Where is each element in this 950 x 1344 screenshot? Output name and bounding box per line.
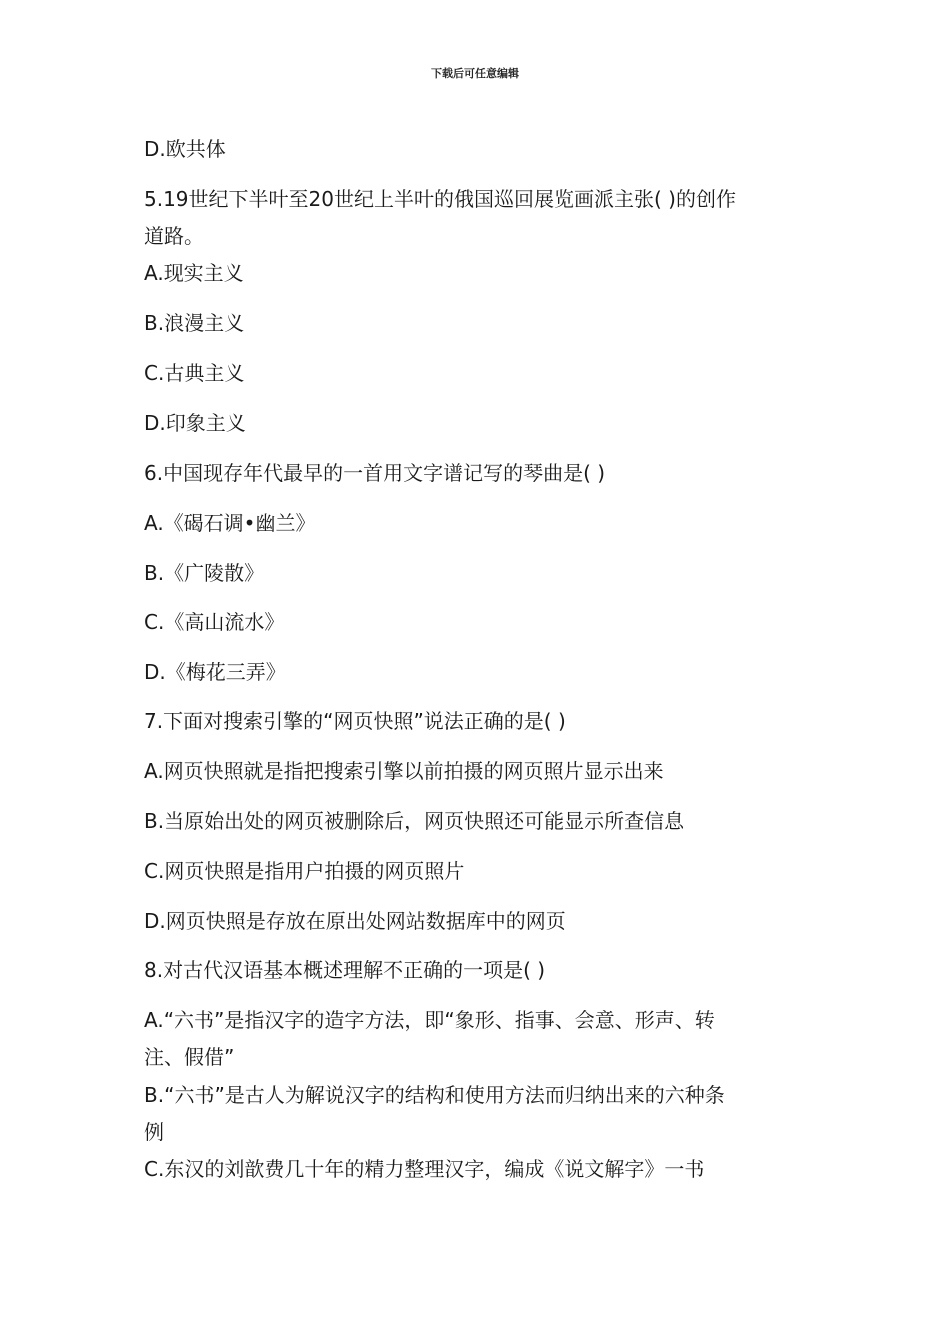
option-text: C.《高山流水》 xyxy=(144,610,285,634)
option-text: 例 xyxy=(144,1120,164,1144)
question-text: 7.下面对搜索引擎的“网页快照”说法正确的是( ) xyxy=(144,709,566,733)
option-text: D.欧共体 xyxy=(144,137,226,161)
option-text: B.浪漫主义 xyxy=(144,311,245,335)
question-text: 6.中国现存年代最早的一首用文字谱记写的琴曲是( ) xyxy=(144,461,606,485)
question-text: 道路。 xyxy=(144,224,204,248)
option-text: A.《碣石调•幽兰》 xyxy=(144,511,316,535)
question-text: 5.19世纪下半叶至20世纪上半叶的俄国巡回展览画派主张( )的创作 xyxy=(144,187,736,211)
option-text: C.东汉的刘歆费几十年的精力整理汉字，编成《说文解字》一书 xyxy=(144,1157,705,1181)
option-text: B.当原始出处的网页被删除后，网页快照还可能显示所查信息 xyxy=(144,809,685,833)
page-header: 下载后可任意编辑 xyxy=(431,67,519,80)
option-text: D.《梅花三弄》 xyxy=(144,660,286,684)
option-text: D.印象主义 xyxy=(144,411,246,435)
option-text: C.网页快照是指用户拍摄的网页照片 xyxy=(144,859,465,883)
option-text: 注、假借” xyxy=(144,1045,235,1069)
option-text: D.网页快照是存放在原出处网站数据库中的网页 xyxy=(144,909,566,933)
option-text: C.古典主义 xyxy=(144,361,245,385)
option-text: B.“六书”是古人为解说汉字的结构和使用方法而归纳出来的六种条 xyxy=(144,1083,725,1107)
question-text: 8.对古代汉语基本概述理解不正确的一项是( ) xyxy=(144,958,546,982)
option-text: A.网页快照就是指把搜索引擎以前拍摄的网页照片显示出来 xyxy=(144,759,664,783)
option-text: A.现实主义 xyxy=(144,261,244,285)
option-text: B.《广陵散》 xyxy=(144,561,265,585)
option-text: A.“六书”是指汉字的造字方法，即“象形、指事、会意、形声、转 xyxy=(144,1008,715,1032)
